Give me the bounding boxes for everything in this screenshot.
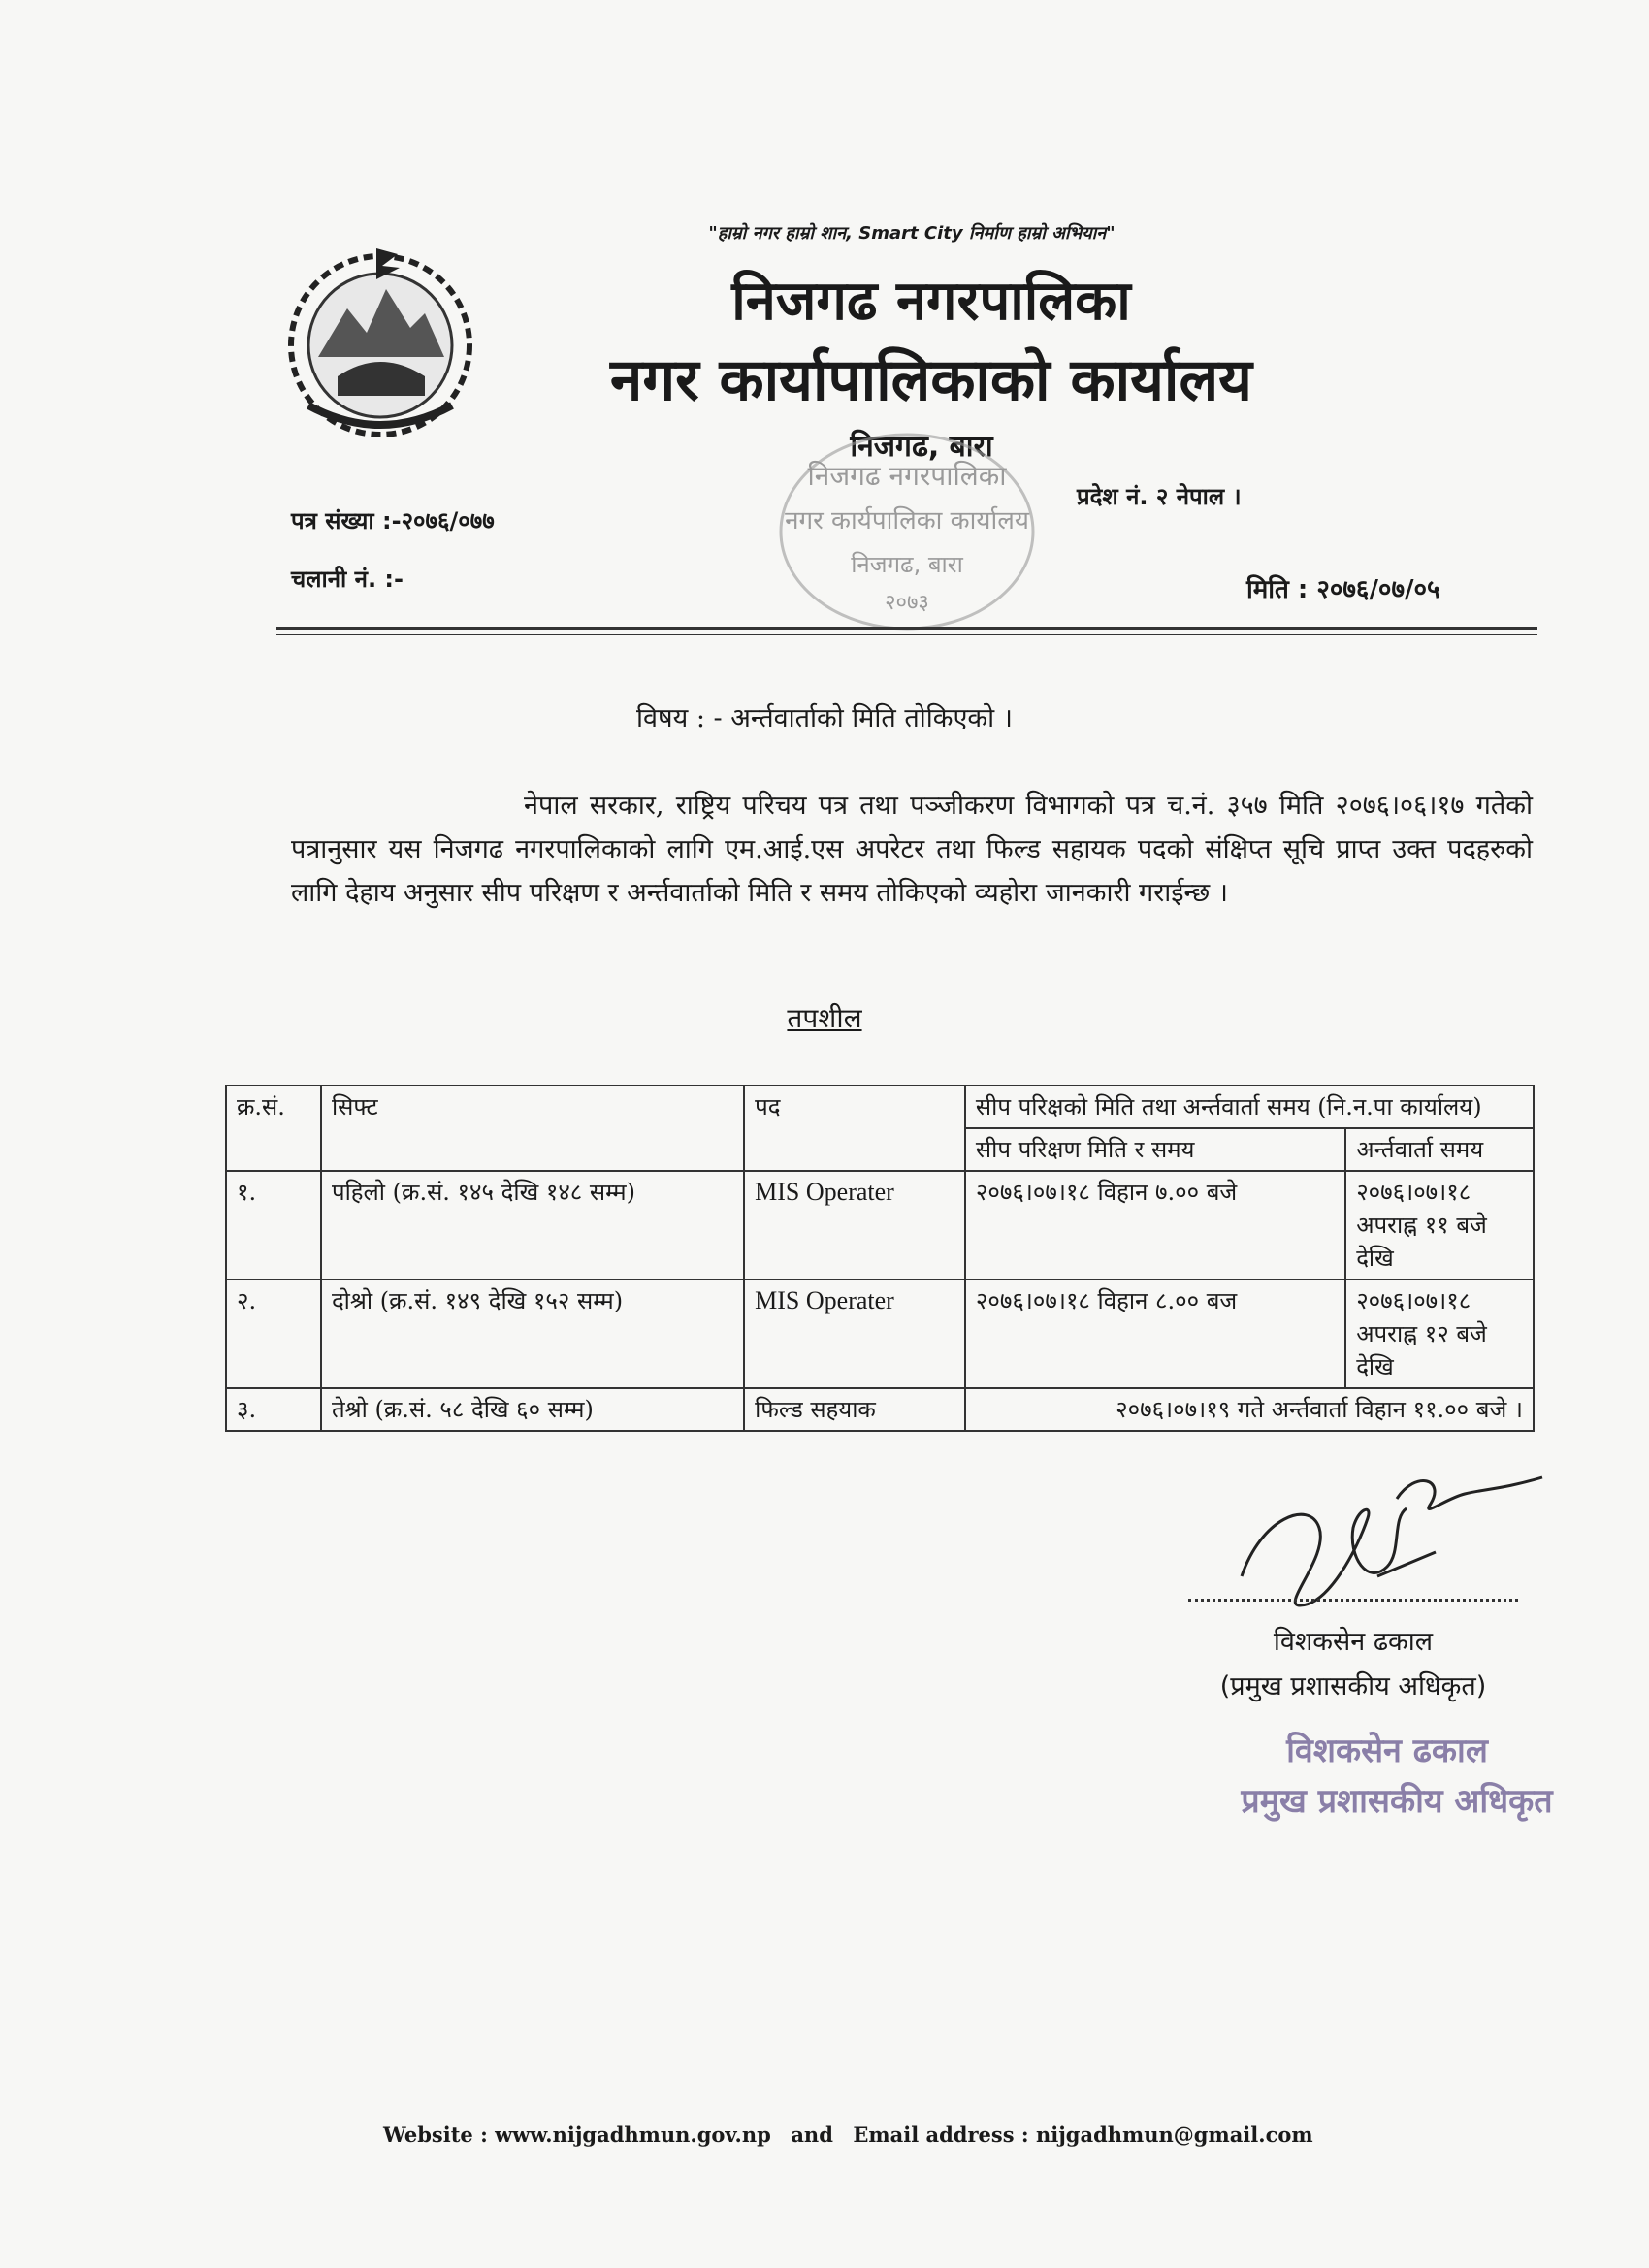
cell-combined: २०७६।०७।१९ गते अर्न्तवार्ता विहान ११.०० बजे । [965,1388,1534,1431]
cell-sn: २. [226,1280,321,1388]
cell-skill: २०७६।०७।१८ विहान ८.०० बज [965,1280,1345,1388]
table-header-row [226,1085,1534,1128]
cell-shift: तेश्रो (क्र.सं. ५८ देखि ६० सम्म) [321,1388,744,1431]
cell-post: MIS Operater [744,1171,965,1280]
province-label: प्रदेश नं. २ नेपाल । [1077,483,1242,510]
signatory-name: विशकसेन ढकाल [1273,1627,1434,1657]
header-interview: अर्न्तवार्ता समय [1345,1128,1534,1171]
cell-post: फिल्ड सहयाक [744,1388,965,1431]
stamp-line-4: २०७३ [885,591,929,615]
email-link[interactable]: nijgadhmun@gmail.com [1035,2122,1313,2147]
nepal-emblem-icon [279,241,481,442]
reference-number [291,504,495,536]
cell-interview: २०७६।०७।१८ अपराह्न ११ बजे देखि [1345,1171,1534,1280]
dispatch-label: चलानी नं. :- [291,566,404,593]
office-name: नगर कार्यापालिकाको कार्यालय [610,346,1252,414]
date-value: २०७६/०७/०५ [1316,575,1440,604]
stamp-line-1: निजगढ नगरपालिका [807,460,1007,492]
handwritten-signature [1222,1460,1571,1615]
table-row [226,1280,1534,1388]
schedule-table [225,1085,1535,1432]
cell-sn: १. [226,1171,321,1280]
header-shift: सिफ्ट [321,1085,744,1171]
email-label: Email address : [853,2122,1029,2147]
header-sn: क्र.सं. [226,1085,321,1171]
seal-title: प्रमुख प्रशासकीय अधिकृत [1241,1782,1553,1821]
table-row [226,1171,1534,1280]
date-label: मिति : [1246,575,1309,604]
ref-value: २०७६/०७७ [401,507,495,535]
signature-line [1188,1599,1518,1602]
website-label: Website : [383,2122,488,2147]
header-group: सीप परिक्षको मिति तथा अर्न्तवार्ता समय (नि.न.पा कार्यालय) [965,1085,1534,1128]
ref-label: पत्र संख्या :- [291,507,402,535]
stamp-line-2: नगर कार्यपालिका कार्यालय [785,506,1029,535]
cell-shift: पहिलो (क्र.सं. १४५ देखि १४८ सम्म) [321,1171,744,1280]
dispatch-number [291,563,404,595]
seal-name: विशकसेन ढकाल [1286,1732,1488,1770]
cell-interview: २०७६।०७।१८ अपराह्न १२ बजे देखि [1345,1280,1534,1388]
header-post: पद [744,1085,965,1171]
body-paragraph: नेपाल सरकार, राष्ट्रिय परिचय पत्र तथा पञ्जीकरण विभागको पत्र च.नं. ३५७ मिति २०७६।०६।१७ गतेको पत्रानुसार यस निजगढ नगरपालिकाको लागि एम.आई.एस अपरेटर तथा फिल्ड सहायक पदको संक्षिप्त सूचि प्राप्त उक्त पदहरुको लागि देहाय अनुसार सीप परिक्षण र अर्न्तवार्ताको मिति र समय तोकिएको व्यहोरा जानकारी गराईन्छ । [291,791,1533,908]
details-heading: तपशील [787,1002,862,1034]
stamp-line-3: निजगढ, बारा [851,551,963,578]
cell-post: MIS Operater [744,1280,965,1388]
header-divider [276,627,1537,630]
subject-line: विषय : - अर्न्तवार्ताको मिति तोकिएको । [636,703,1013,733]
cell-sn: ३. [226,1388,321,1431]
office-stamp [757,417,1057,640]
municipality-name: निजगढ नगरपालिका [731,270,1131,333]
office-location: निजगढ, बारा [850,430,993,464]
table-row [226,1388,1534,1431]
header-skill: सीप परिक्षण मिति र समय [965,1128,1345,1171]
website-link[interactable]: www.nijgadhmun.gov.np [495,2122,771,2147]
header-divider-thin [276,634,1537,635]
slogan: "हाम्रो नगर हाम्रो शान, Smart City निर्माण हाम्रो अभियान" [708,223,1116,243]
signatory-title: (प्रमुख प्रशासकीय अधिकृत) [1219,1671,1487,1701]
cell-shift: दोश्रो (क्र.सं. १४९ देखि १५२ सम्म) [321,1280,744,1388]
letter-date [1246,570,1440,605]
footer-and: and [791,2122,833,2147]
footer [383,2122,1450,2147]
cell-skill: २०७६।०७।१८ विहान ७.०० बजे [965,1171,1345,1280]
